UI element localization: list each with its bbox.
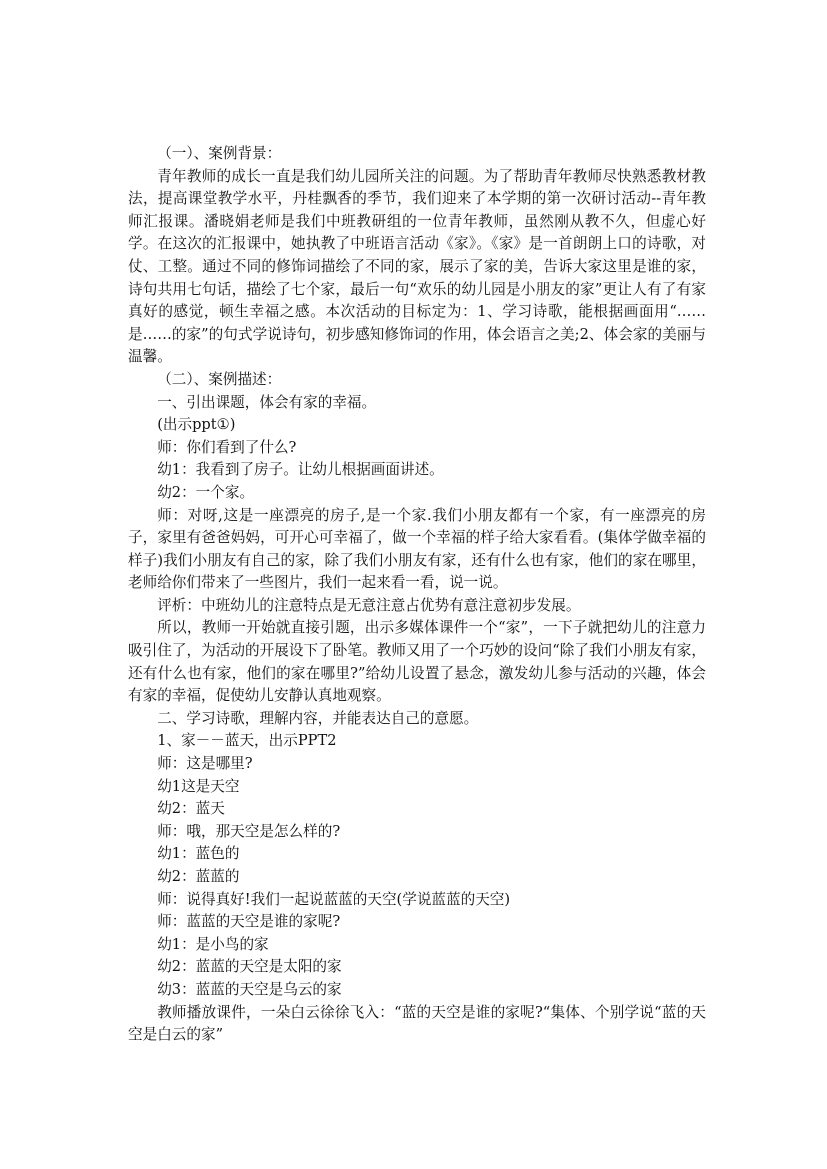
section-heading-description: （二）、案例描述：: [157, 370, 282, 388]
dialogue-line: 师：哦，那天空是怎么样的?: [157, 822, 341, 840]
paragraph-step-one-title: 一、引出课题，体会有家的幸福。: [157, 393, 377, 411]
paragraph-evaluation-detail: 所以，教师一开始就直接引题，出示多媒体课件一个“家”，一下子就把幼儿的注意力吸引住了，为活动的开展设下了卧笔。教师又用了一个巧妙的设问“除了我们小朋友有家，还有什么也有家，他们的家在哪里?”给幼儿设置了悬念，激发幼儿参与活动的兴趣，体会有家的幸福，促使幼儿安静认真地观察。: [128, 619, 706, 705]
dialogue-line: 幼3：蓝蓝的天空是乌云的家: [157, 980, 342, 998]
dialogue-line: 师：蓝蓝的天空是谁的家呢?: [157, 913, 341, 931]
dialogue-line: 师：这是哪里?: [157, 755, 253, 773]
paragraph-show-ppt1: (出示ppt①): [157, 416, 236, 434]
dialogue-line: 幼1：我看到了房子。让幼儿根据画面讲述。: [157, 461, 444, 479]
dialogue-line: 师：你们看到了什么?: [157, 438, 297, 456]
dialogue-line: 幼2：蓝蓝的: [157, 868, 240, 885]
dialogue-line: 幼2：蓝天: [157, 800, 225, 818]
paragraph-evaluation: 评析：中班幼儿的注意特点是无意注意占优势有意注意初步发展。: [157, 596, 581, 614]
paragraph-background: 青年教师的成长一直是我们幼儿园所关注的问题。为了帮助青年教师尽快熟悉教材教法，提高课堂教学水平，丹桂飘香的季节，我们迎来了本学期的第一次研讨活动--青年教师汇报课。潘晓娟老师是我们中班教研组的一位青年教师，虽然刚从教不久，但虚心好学。在这次的汇报课中，她执教了中班语言活动《家》。《家》是一首朗朗上口的诗歌，对仗、工整。通过不同的修饰词描绘了不同的家，展示了家的美，告诉大家这里是谁的家，诗句共用七句话，描绘了七个家，最后一句“欢乐的幼儿园是小朋友的家”更让人有了有家真好的感觉，顿生幸福之感。本次活动的目标定为：1、学习诗歌，能根据画面用“……是……的家”的句式学说诗句，初步感知修饰词的作用，体会语言之美;2、体会家的美丽与温馨。: [128, 167, 706, 366]
paragraph-cloud-courseware: 教师播放课件，一朵白云徐徐飞入：“蓝的天空是谁的家呢?“集体、个别学说“蓝的天空是白云的家”: [128, 1003, 706, 1044]
dialogue-line: 师：说得真好!我们一起说蓝蓝的天空(学说蓝蓝的天空): [157, 890, 511, 908]
dialogue-line: 幼2：一个家。: [157, 483, 255, 501]
dialogue-line: 幼2：蓝蓝的天空是太阳的家: [157, 958, 342, 976]
dialogue-line: 幼1这是天空: [157, 777, 240, 795]
paragraph-show-ppt2: 1、家－－蓝天，出示PPT2: [157, 732, 337, 750]
dialogue-line: 幼1：蓝色的: [157, 845, 240, 863]
paragraph-step-two-title: 二、学习诗歌，理解内容，并能表达自己的意愿。: [157, 709, 479, 727]
section-heading-background: （一）、案例背景：: [157, 145, 282, 162]
paragraph-teacher-house: 师：对呀,这是一座漂亮的房子,是一个家.我们小朋友都有一个家，有一座漂亮的房子，家里有爸爸妈妈，可开心可幸福了，做一个幸福的样子给大家看看。(集体学做幸福的样子)我们小朋友有自己的家，除了我们小朋友有家，还有什么也有家，他们的家在哪里，老师给你们带来了一些图片，我们一起来看一看，说一说。: [128, 506, 706, 592]
dialogue-line: 幼1：是小鸟的家: [157, 935, 269, 953]
document-body: [128, 143, 706, 1047]
